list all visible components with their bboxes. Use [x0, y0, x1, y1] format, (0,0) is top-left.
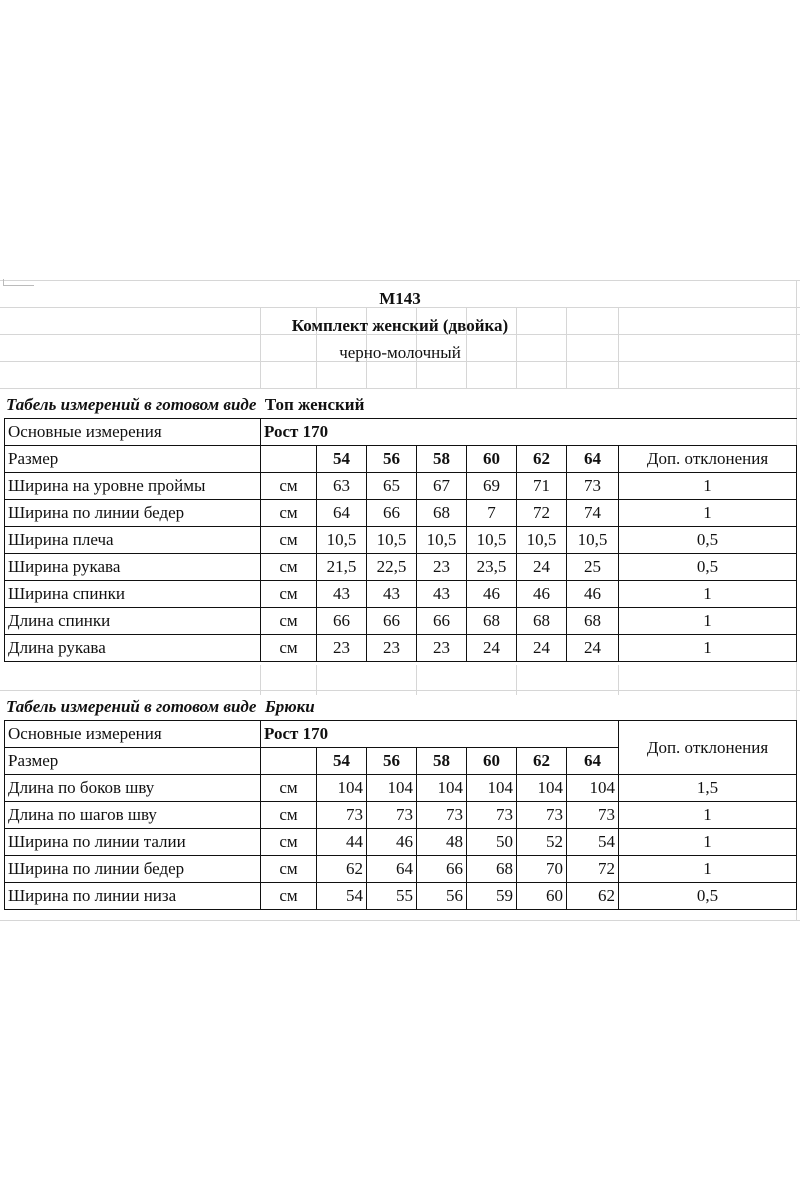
size-cell: 62 — [517, 446, 567, 473]
measure-unit: см — [261, 500, 317, 527]
measure-value: 52 — [517, 829, 567, 856]
measure-value: 46 — [517, 581, 567, 608]
measure-value: 68 — [417, 500, 467, 527]
measure-value: 23 — [417, 635, 467, 662]
measure-value: 72 — [517, 500, 567, 527]
measure-unit: см — [261, 608, 317, 635]
size-label: Размер — [5, 446, 261, 473]
measure-value: 10,5 — [317, 527, 367, 554]
measure-value: 104 — [317, 775, 367, 802]
size-cell: 64 — [567, 446, 619, 473]
measure-value: 70 — [517, 856, 567, 883]
measure-value: 24 — [467, 635, 517, 662]
measure-name: Длина спинки — [5, 608, 261, 635]
measure-name: Ширина по линии талии — [5, 829, 261, 856]
product-title: Комплект женский (двойка) — [291, 316, 509, 335]
measure-value: 56 — [417, 883, 467, 910]
measure-value: 73 — [517, 802, 567, 829]
measure-value: 104 — [517, 775, 567, 802]
measure-value: 64 — [317, 500, 367, 527]
measure-deviation: 1,5 — [619, 775, 797, 802]
measure-value: 66 — [367, 500, 417, 527]
height-label: Рост 170 — [261, 419, 797, 446]
measure-value: 62 — [317, 856, 367, 883]
measure-name: Ширина рукава — [5, 554, 261, 581]
top-measurements-table — [4, 418, 797, 662]
measure-unit: см — [261, 581, 317, 608]
measure-deviation: 1 — [619, 473, 797, 500]
measure-value: 104 — [367, 775, 417, 802]
measure-value: 66 — [417, 856, 467, 883]
measure-value: 10,5 — [517, 527, 567, 554]
size-cell: 58 — [417, 446, 467, 473]
measure-deviation: 1 — [619, 856, 797, 883]
measure-unit: см — [261, 473, 317, 500]
measure-value: 73 — [317, 802, 367, 829]
table-row — [5, 829, 797, 856]
table-row — [5, 775, 797, 802]
measure-name: Ширина по линии низа — [5, 883, 261, 910]
size-cell: 56 — [367, 446, 417, 473]
sheet-corner — [3, 279, 34, 286]
size-cell: 62 — [517, 748, 567, 775]
measure-value: 10,5 — [467, 527, 517, 554]
measure-deviation: 1 — [619, 635, 797, 662]
caption-item: Брюки — [264, 697, 315, 716]
table-row — [5, 581, 797, 608]
measure-value: 10,5 — [367, 527, 417, 554]
deviation-header: Доп. отклонения — [619, 721, 797, 775]
measure-value: 66 — [317, 608, 367, 635]
measure-value: 43 — [367, 581, 417, 608]
measure-value: 23 — [417, 554, 467, 581]
measure-value: 104 — [567, 775, 619, 802]
measure-value: 54 — [567, 829, 619, 856]
measure-value: 10,5 — [417, 527, 467, 554]
caption-item: Топ женский — [264, 395, 365, 414]
size-cell: 58 — [417, 748, 467, 775]
pants-measurements-table — [4, 720, 797, 910]
measure-name: Ширина спинки — [5, 581, 261, 608]
measure-value: 104 — [417, 775, 467, 802]
measure-name: Ширина плеча — [5, 527, 261, 554]
measure-deviation: 1 — [619, 581, 797, 608]
table-row — [5, 802, 797, 829]
deviation-header: Доп. отклонения — [619, 446, 797, 473]
measure-value: 22,5 — [367, 554, 417, 581]
caption-prefix: Табель измерений в готовом виде — [6, 395, 257, 414]
measure-value: 73 — [567, 802, 619, 829]
product-color: черно-молочный — [339, 343, 461, 362]
measure-value: 68 — [567, 608, 619, 635]
size-cell: 60 — [467, 446, 517, 473]
measure-name: Ширина по линии бедер — [5, 856, 261, 883]
size-cell: 60 — [467, 748, 517, 775]
measure-value: 7 — [467, 500, 517, 527]
measure-value: 66 — [417, 608, 467, 635]
measure-value: 23 — [317, 635, 367, 662]
top-table-caption — [6, 395, 364, 415]
measure-unit: см — [261, 527, 317, 554]
size-cell: 54 — [317, 446, 367, 473]
measure-value: 62 — [567, 883, 619, 910]
table-row — [5, 473, 797, 500]
table-row — [5, 500, 797, 527]
measure-value: 68 — [467, 856, 517, 883]
measure-value: 73 — [567, 473, 619, 500]
measure-value: 43 — [317, 581, 367, 608]
measure-value: 69 — [467, 473, 517, 500]
measure-deviation: 1 — [619, 829, 797, 856]
measure-value: 21,5 — [317, 554, 367, 581]
measure-value: 55 — [367, 883, 417, 910]
measure-value: 59 — [467, 883, 517, 910]
measure-value: 67 — [417, 473, 467, 500]
measure-unit: см — [261, 829, 317, 856]
table-row — [5, 527, 797, 554]
measure-value: 24 — [517, 554, 567, 581]
measure-name: Длина по боков шву — [5, 775, 261, 802]
measure-unit: см — [261, 802, 317, 829]
measure-value: 10,5 — [567, 527, 619, 554]
measure-value: 24 — [567, 635, 619, 662]
measure-deviation: 0,5 — [619, 554, 797, 581]
measure-deviation: 0,5 — [619, 883, 797, 910]
size-label: Размер — [5, 748, 261, 775]
measure-unit: см — [261, 856, 317, 883]
measure-value: 23,5 — [467, 554, 517, 581]
measure-value: 54 — [317, 883, 367, 910]
measure-value: 72 — [567, 856, 619, 883]
caption-prefix: Табель измерений в готовом виде — [6, 697, 257, 716]
table-row — [5, 554, 797, 581]
table-row — [5, 608, 797, 635]
measure-value: 65 — [367, 473, 417, 500]
measure-value: 50 — [467, 829, 517, 856]
measure-unit: см — [261, 883, 317, 910]
measure-value: 73 — [367, 802, 417, 829]
measure-value: 25 — [567, 554, 619, 581]
measure-value: 71 — [517, 473, 567, 500]
measure-value: 60 — [517, 883, 567, 910]
measure-value: 44 — [317, 829, 367, 856]
table-row — [5, 446, 797, 473]
pants-table-caption — [6, 697, 315, 717]
measure-value: 48 — [417, 829, 467, 856]
height-label: Рост 170 — [261, 721, 619, 748]
measure-value: 104 — [467, 775, 517, 802]
measure-deviation: 1 — [619, 608, 797, 635]
measure-value: 43 — [417, 581, 467, 608]
main-label: Основные измерения — [5, 419, 261, 446]
measure-value: 73 — [417, 802, 467, 829]
size-cell: 64 — [567, 748, 619, 775]
measure-name: Ширина на уровне проймы — [5, 473, 261, 500]
measure-name: Ширина по линии бедер — [5, 500, 261, 527]
measure-value: 66 — [367, 608, 417, 635]
measure-value: 46 — [467, 581, 517, 608]
measure-value: 64 — [367, 856, 417, 883]
measure-deviation: 0,5 — [619, 527, 797, 554]
measure-unit: см — [261, 635, 317, 662]
table-row — [5, 856, 797, 883]
main-label: Основные измерения — [5, 721, 261, 748]
measure-unit: см — [261, 554, 317, 581]
measure-value: 24 — [517, 635, 567, 662]
size-cell: 54 — [317, 748, 367, 775]
measure-value: 63 — [317, 473, 367, 500]
table-row — [5, 883, 797, 910]
measure-value: 68 — [467, 608, 517, 635]
measure-value: 74 — [567, 500, 619, 527]
measure-name: Длина рукава — [5, 635, 261, 662]
measure-value: 73 — [467, 802, 517, 829]
measure-value: 23 — [367, 635, 417, 662]
measure-deviation: 1 — [619, 802, 797, 829]
measure-unit: см — [261, 775, 317, 802]
table-row — [5, 635, 797, 662]
model-code: M143 — [379, 289, 421, 308]
size-cell: 56 — [367, 748, 417, 775]
table-row — [5, 419, 797, 446]
measure-name: Длина по шагов шву — [5, 802, 261, 829]
table-row — [5, 721, 797, 748]
measure-value: 46 — [567, 581, 619, 608]
measure-value: 46 — [367, 829, 417, 856]
measure-deviation: 1 — [619, 500, 797, 527]
measure-value: 68 — [517, 608, 567, 635]
